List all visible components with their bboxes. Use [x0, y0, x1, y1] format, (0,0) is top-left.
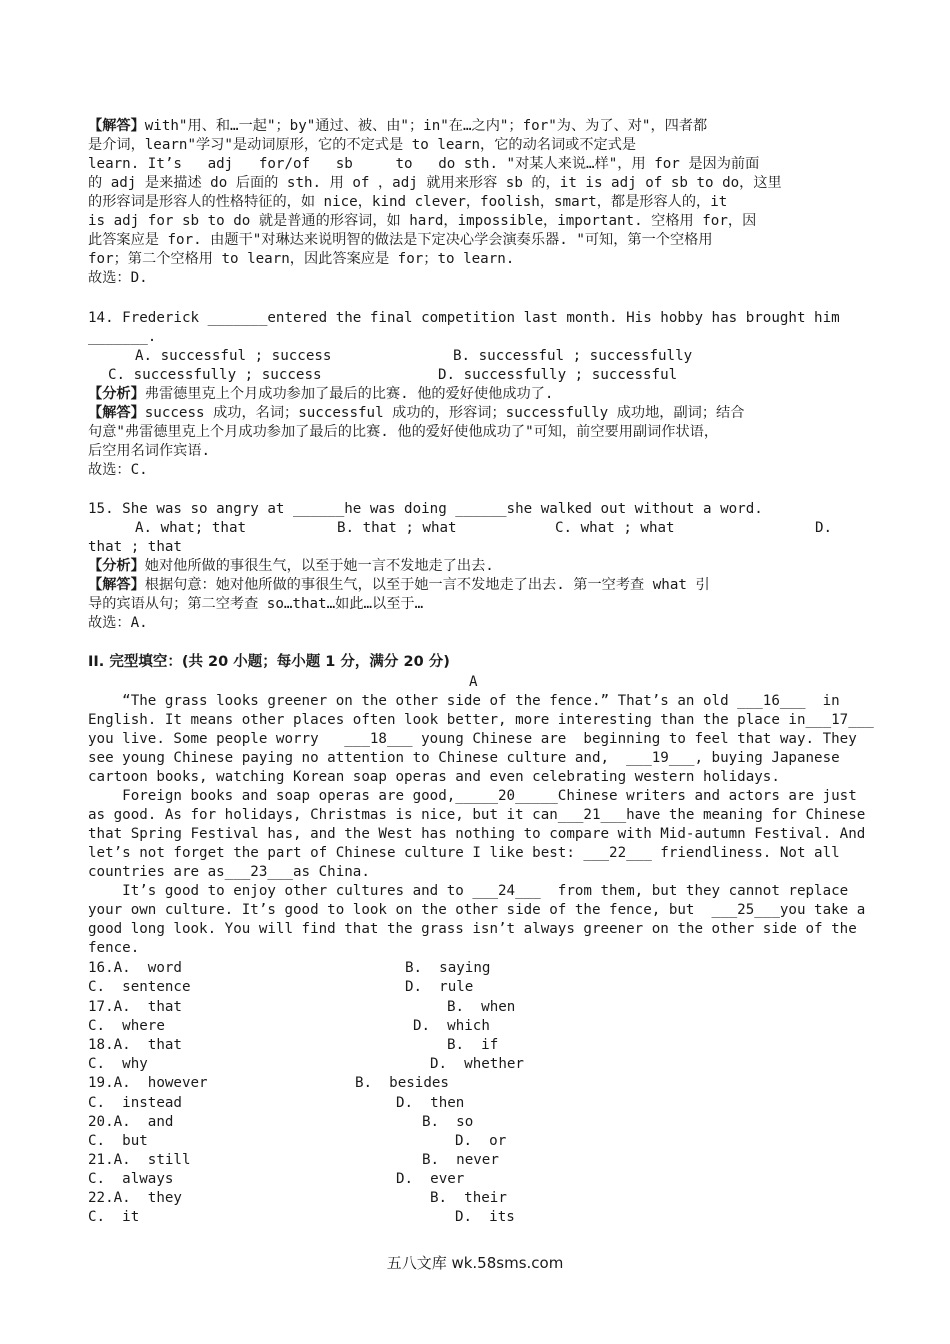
q14-option-d: D. successfully ; successful — [438, 367, 678, 383]
section-title: II. 完型填空：(共 20 小题；每小题 1 分，满分 20 分) — [88, 654, 450, 670]
q15-option-d: D. — [815, 520, 833, 536]
q14-answer-line-2: 句意"弗雷德里克上个月成功参加了最后的比赛. 他的爱好使他成功了"可知，前空要用副词作状语， — [88, 424, 719, 440]
option-20-a: 20.A. and — [88, 1114, 174, 1130]
option-21-d: D. ever — [396, 1171, 465, 1187]
q13-answer-line-5: 的形容词是形容人的性格特征的，如 nice，kind clever，foolish，smart，都是形容人的，it — [88, 194, 728, 210]
option-17-b: B. when — [447, 999, 516, 1015]
option-16-c: C. sentence — [88, 979, 191, 995]
option-16-a: 16.A. word — [88, 960, 182, 976]
q15-stem: 15. She was so angry at ______he was doing ______she walked out without a word. — [88, 501, 763, 517]
q14-option-b: B. successful ; successfully — [453, 348, 693, 364]
passage-line: your own culture. It’s good to look on the other side of the fence, but ___25___you take a — [88, 902, 866, 918]
q14-analysis: 【分析】弗雷德里克上个月成功参加了最后的比赛. 他的爱好使他成功了. — [88, 386, 554, 402]
q13-answer-line-8: for；第二个空格用 to learn，因此答案应是 for；to learn. — [88, 251, 515, 267]
q13-answer-line-7: 此答案应是 for. 由题干"对琳达来说明智的做法是下定决心学会演奏乐器. "可知，第一个空格用 — [88, 232, 713, 248]
option-18-d: D. whether — [430, 1056, 524, 1072]
option-16-d: D. rule — [405, 979, 474, 995]
q14-option-a: A. successful ; success — [135, 348, 332, 364]
option-18-a: 18.A. that — [88, 1037, 182, 1053]
passage-line: that Spring Festival has, and the West has nothing to compare with Mid-autumn Festival. And — [88, 826, 866, 842]
option-21-a: 21.A. still — [88, 1152, 191, 1168]
q13-answer-line-6: is adj for sb to do 就是普通的形容词，如 hard，impossible，important. 空格用 for，因 — [88, 213, 757, 229]
passage-line: see young Chinese paying no attention to Chinese culture and, ___19___, buying Japanese — [88, 750, 840, 766]
option-19-a: 19.A. however — [88, 1075, 208, 1091]
option-22-d: D. its — [455, 1209, 515, 1225]
q15-option-b: B. that ; what — [337, 520, 457, 536]
q14-answer-line-1: 【解答】success 成功，名词；successful 成功的，形容词；successfully 成功地，副词；结合 — [88, 405, 745, 421]
option-17-a: 17.A. that — [88, 999, 182, 1015]
passage-line: Foreign books and soap operas are good,_____20_____Chinese writers and actors are just — [88, 788, 857, 804]
option-21-c: C. always — [88, 1171, 174, 1187]
option-19-c: C. instead — [88, 1095, 182, 1111]
passage-line: you live. Some people worry ___18___ young Chinese are beginning to feel that way. They — [88, 731, 857, 747]
q13-choice: 故选：D. — [88, 270, 148, 286]
q14-stem: 14. Frederick _______entered the final competition last month. His hobby has brought him — [88, 310, 840, 326]
q15-choice: 故选：A. — [88, 615, 148, 631]
q13-answer-line-1: 【解答】with"用、和…一起"；by"通过、被、由"；in"在…之内"；for"为、为了、对"，四者都 — [88, 118, 708, 134]
option-17-c: C. where — [88, 1018, 165, 1034]
passage-line: as good. As for holidays, Christmas is nice, but it can___21___have the meaning for Chinese — [88, 807, 866, 823]
passage-line: cartoon books, watching Korean soap operas and even celebrating western holidays. — [88, 769, 780, 785]
option-21-b: B. never — [422, 1152, 499, 1168]
option-22-c: C. it — [88, 1209, 140, 1225]
q15-answer-line-1: 【解答】根据句意：她对他所做的事很生气，以至于她一言不发地走了出去. 第一空考查 what 引 — [88, 577, 710, 593]
q14-stem-cont: _______. — [88, 329, 157, 345]
option-22-a: 22.A. they — [88, 1190, 182, 1206]
option-20-c: C. but — [88, 1133, 148, 1149]
option-20-d: D. or — [455, 1133, 507, 1149]
q15-option-d-text: that ; that — [88, 539, 182, 555]
q14-option-c: C. successfully ; success — [108, 367, 322, 383]
option-19-b: B. besides — [355, 1075, 449, 1091]
passage-line: fence. — [88, 940, 140, 956]
q13-answer-line-4: 的 adj 是来描述 do 后面的 sth. 用 of ，adj 就用来形容 sb 的，it is adj of sb to do，这里 — [88, 175, 782, 191]
passage-line: countries are as___23___as China. — [88, 864, 370, 880]
passage-line: It’s good to enjoy other cultures and to ___24___ from them, but they cannot replace — [88, 883, 849, 899]
q15-answer-line-2: 导的宾语从句；第二空考查 so…that…如此…以至于… — [88, 596, 424, 612]
q13-answer-line-2: 是介词，learn"学习"是动词原形，它的不定式是 to learn，它的动名词或不定式是 — [88, 137, 637, 153]
q15-option-a: A. what; that — [135, 520, 247, 536]
option-16-b: B. saying — [405, 960, 491, 976]
q15-option-c: C. what ; what — [555, 520, 675, 536]
option-17-d: D. which — [413, 1018, 490, 1034]
q14-answer-line-3: 后空用名词作宾语. — [88, 443, 211, 459]
q13-answer-line-3: learn. It’s adj for/of sb to do sth. "对某人来说…样"，用 for 是因为前面 — [88, 156, 760, 172]
option-20-b: B. so — [422, 1114, 474, 1130]
footer-watermark: 五八文库 wk.58sms.com — [386, 1254, 564, 1272]
passage-line: English. It means other places often look better, more interesting than the place in___17___ — [88, 712, 874, 728]
option-18-c: C. why — [88, 1056, 148, 1072]
option-19-d: D. then — [396, 1095, 465, 1111]
passage-line: good long look. You will find that the grass isn’t always greener on the other side of the — [88, 921, 857, 937]
q14-choice: 故选：C. — [88, 462, 148, 478]
passage-line: “The grass looks greener on the other side of the fence.” That’s an old ___16___ in — [88, 693, 840, 709]
passage-line: let’s not forget the part of Chinese culture I like best: ___22___ friendliness. Not all — [88, 845, 840, 861]
option-18-b: B. if — [447, 1037, 499, 1053]
section-part-label: A — [469, 674, 478, 690]
q15-analysis: 【分析】她对他所做的事很生气，以至于她一言不发地走了出去. — [88, 558, 494, 574]
option-22-b: B. their — [430, 1190, 507, 1206]
